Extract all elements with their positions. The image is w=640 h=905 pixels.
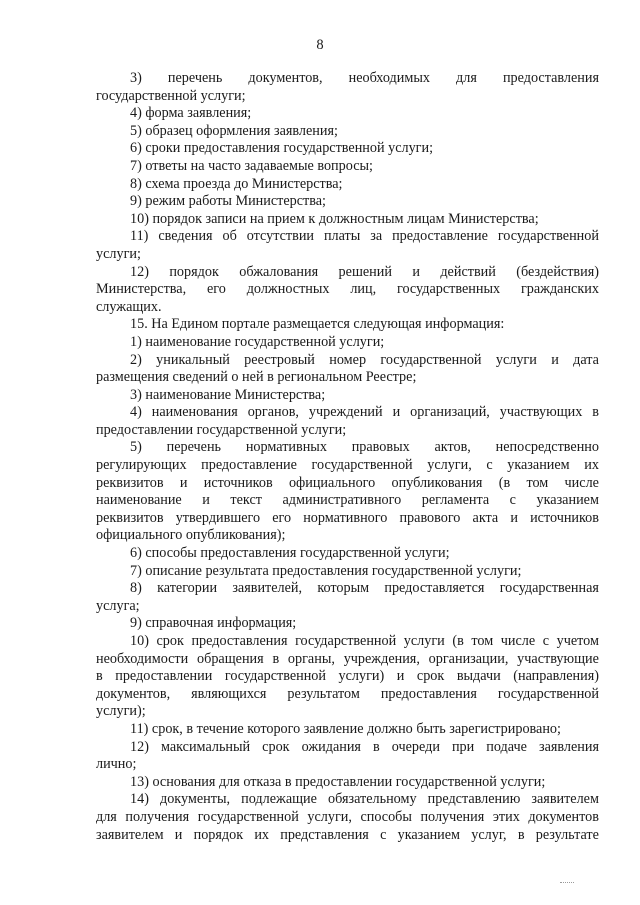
- word: в: [272, 650, 280, 667]
- word: числе: [564, 474, 599, 491]
- word: том: [526, 474, 549, 491]
- text-line: [96, 580, 599, 598]
- word: предоставления: [502, 70, 599, 86]
- text-line: 9) режим работы Министерства;: [130, 193, 326, 210]
- scan-artifact-mark: [560, 880, 574, 883]
- word: указанием: [507, 457, 570, 474]
- text-line: [96, 492, 599, 510]
- word: государственная: [499, 580, 599, 597]
- word: предоставления: [191, 633, 288, 649]
- word: его: [272, 509, 292, 526]
- word: подаче: [486, 738, 527, 755]
- text-line: [96, 475, 599, 493]
- word: с: [542, 633, 550, 649]
- word: организации,: [428, 650, 509, 667]
- word: и: [174, 826, 183, 843]
- word: этих: [492, 808, 520, 825]
- word: предоставлении: [115, 668, 213, 685]
- word: учетом: [556, 633, 599, 649]
- text-line: официального опубликования);: [96, 527, 286, 544]
- text-line: [96, 510, 599, 528]
- text-line: [96, 809, 599, 827]
- text-line: [96, 352, 599, 370]
- text-line: 15. На Едином портале размещается следующая информация:: [130, 316, 505, 333]
- word: отсутствии: [246, 228, 315, 245]
- word: заявителем: [531, 791, 599, 808]
- word: срок: [156, 633, 184, 649]
- text-line: 5) образец оформления заявления;: [130, 122, 338, 139]
- word: при: [451, 738, 475, 755]
- word: утвердившего: [175, 509, 261, 526]
- word: административного: [282, 492, 402, 509]
- word: 12): [130, 263, 149, 280]
- word: непосредственно: [495, 439, 599, 456]
- text-line: [96, 228, 599, 246]
- text-line: лично;: [96, 756, 137, 773]
- word: учреждения,: [343, 650, 420, 667]
- text-line: служащих.: [96, 298, 162, 315]
- word: органов,: [247, 404, 299, 421]
- word: услуги): [338, 668, 385, 685]
- word: (в: [452, 633, 464, 649]
- word: правовых: [351, 439, 410, 456]
- word: наименование: [96, 492, 182, 509]
- word: для: [456, 70, 477, 86]
- word: действий: [440, 263, 496, 280]
- word: услуги,: [307, 808, 352, 825]
- text-line: 11) срок, в течение которого заявление должно быть зарегистрировано;: [130, 720, 561, 737]
- word: гражданских: [520, 281, 599, 298]
- word: 11): [130, 228, 149, 245]
- text-line: [96, 651, 599, 669]
- word: их: [254, 826, 270, 843]
- word: результате: [535, 826, 599, 843]
- word: участвующих: [499, 404, 583, 421]
- word: представлению: [427, 791, 521, 808]
- word: числе: [500, 633, 536, 649]
- word: и: [396, 668, 405, 685]
- word: предоставляется: [384, 580, 485, 597]
- word: правового: [399, 509, 461, 526]
- word: дата: [573, 351, 599, 368]
- word: ожидания: [301, 738, 361, 755]
- word: которым: [317, 580, 370, 597]
- word: и: [510, 509, 518, 526]
- text-line: 4) форма заявления;: [130, 105, 252, 122]
- word: (бездействия): [516, 263, 599, 280]
- word: официального: [288, 474, 376, 491]
- word: категории: [157, 580, 218, 597]
- word: государственной: [311, 457, 413, 474]
- word: услуги,: [427, 457, 472, 474]
- word: источников: [203, 474, 273, 491]
- word: государственной: [197, 808, 299, 825]
- text-line: 3) наименование Министерства;: [130, 386, 326, 403]
- word: реквизитов: [96, 474, 164, 491]
- word: решений: [338, 263, 392, 280]
- word: способы: [360, 808, 412, 825]
- word: государственных: [397, 281, 501, 298]
- text-line: [96, 739, 599, 757]
- word: результатом: [287, 685, 360, 702]
- word: (направления): [513, 668, 599, 685]
- word: перечень: [166, 439, 222, 456]
- text-line: 6) способы предоставления государственной услуги;: [130, 545, 450, 562]
- word: организаций,: [410, 404, 490, 421]
- text-line: государственной услуги;: [96, 87, 246, 104]
- word: услуг,: [471, 826, 507, 843]
- word: акта: [472, 509, 499, 526]
- word: текст: [230, 492, 262, 509]
- word: наименования: [151, 404, 238, 421]
- text-line: предоставлении государственной услуги;: [96, 421, 347, 438]
- word: очереди: [391, 738, 440, 755]
- word: 14): [130, 791, 149, 808]
- word: документы,: [160, 791, 231, 808]
- word: порядок: [169, 263, 219, 280]
- word: срок: [416, 668, 445, 685]
- text-line: [96, 457, 599, 475]
- word: государственной: [497, 685, 599, 702]
- word: срок: [262, 738, 290, 755]
- text-line: услуга;: [96, 597, 140, 614]
- word: 2): [130, 351, 142, 368]
- word: нормативных: [245, 439, 327, 456]
- word: и: [179, 474, 188, 491]
- text-line: услуги;: [96, 245, 141, 262]
- word: получения: [125, 808, 190, 825]
- text-line: [96, 70, 599, 88]
- word: заявителем: [96, 826, 164, 843]
- word: платы: [323, 228, 361, 245]
- word: регламента: [421, 492, 490, 509]
- word: об: [222, 228, 237, 245]
- text-line: размещения сведений о ней в региональном Реестре;: [96, 369, 417, 386]
- word: заявителей,: [232, 580, 303, 597]
- text-line: [96, 439, 599, 457]
- word: государственной: [380, 351, 482, 368]
- word: предоставления: [380, 685, 477, 702]
- word: указанием: [397, 826, 461, 843]
- word: уникальный: [156, 351, 230, 368]
- word: (в: [498, 474, 511, 491]
- word: Министерства,: [96, 281, 187, 298]
- word: учреждений: [308, 404, 383, 421]
- word: актов,: [434, 439, 471, 456]
- text-line: 7) описание результата предоставления государственной услуги;: [130, 562, 522, 579]
- word: государственной: [497, 228, 599, 245]
- word: государственной: [295, 633, 397, 649]
- word: обжалования: [239, 263, 319, 280]
- word: опубликования: [391, 474, 483, 491]
- word: лиц,: [350, 281, 377, 298]
- word: обязательному: [328, 791, 417, 808]
- word: 8): [130, 580, 142, 597]
- word: их: [584, 457, 599, 474]
- word: порядок: [193, 826, 244, 843]
- word: для: [96, 808, 117, 825]
- word: предоставление: [201, 457, 297, 474]
- word: и: [392, 404, 401, 421]
- word: и: [202, 492, 210, 509]
- word: участвующие: [517, 650, 599, 667]
- word: нормативного: [303, 509, 388, 526]
- word: и: [551, 351, 559, 368]
- word: представления: [280, 826, 369, 843]
- word: документов,: [248, 70, 323, 86]
- text-line: [96, 281, 599, 299]
- word: и: [412, 263, 420, 280]
- word: услуги: [495, 351, 537, 368]
- text-line: [96, 686, 599, 704]
- text-line: 1) наименование государственной услуги;: [130, 333, 385, 350]
- word: органы,: [287, 650, 335, 667]
- text-line: [96, 633, 599, 651]
- word: его: [207, 281, 226, 298]
- word: подлежащие: [241, 791, 317, 808]
- word: в: [517, 826, 525, 843]
- word: выдачи: [456, 668, 501, 685]
- word: в: [96, 668, 103, 685]
- word: обращения: [197, 650, 264, 667]
- word: реквизитов: [96, 509, 164, 526]
- word: в: [592, 404, 599, 421]
- page-number: 8: [316, 37, 324, 53]
- word: документов,: [96, 685, 171, 702]
- word: 5): [130, 439, 142, 456]
- word: 4): [130, 404, 142, 421]
- text-line: [96, 668, 599, 686]
- text-line: 9) справочная информация;: [130, 615, 297, 632]
- word: 3): [130, 70, 142, 86]
- word: необходимости: [96, 650, 189, 667]
- word: с: [509, 492, 516, 509]
- word: должностных: [246, 281, 330, 298]
- word: предоставление: [392, 228, 488, 245]
- word: с: [486, 457, 493, 474]
- text-line: 6) сроки предоставления государственной услуги;: [130, 140, 434, 157]
- word: 12): [130, 738, 149, 755]
- word: указанием: [536, 492, 599, 509]
- word: за: [370, 228, 383, 245]
- word: документов: [528, 808, 599, 825]
- word: реестровый: [244, 351, 315, 368]
- text-line: [96, 404, 599, 422]
- word: 10): [130, 633, 149, 649]
- word: услуги: [403, 633, 445, 649]
- word: с: [380, 826, 387, 843]
- word: заявления: [538, 738, 599, 755]
- word: максимальный: [160, 738, 251, 755]
- word: номер: [329, 351, 367, 368]
- text-line: [96, 264, 599, 282]
- document-body: [96, 70, 599, 844]
- word: сведения: [158, 228, 213, 245]
- text-line: услуги);: [96, 703, 146, 720]
- text-line: 13) основания для отказа в предоставлении государственной услуги;: [130, 773, 546, 790]
- text-line: [96, 791, 599, 809]
- text-line: 10) порядок записи на прием к должностным лицам Министерства;: [130, 210, 539, 227]
- word: источников: [530, 509, 599, 526]
- word: являющихся: [191, 685, 267, 702]
- word: том: [471, 633, 494, 649]
- word: необходимых: [348, 70, 430, 86]
- text-line: [96, 827, 599, 845]
- word: государственной: [224, 668, 326, 685]
- word: перечень: [167, 70, 223, 86]
- word: в: [373, 738, 380, 755]
- word: получения: [420, 808, 485, 825]
- text-line: 7) ответы на часто задаваемые вопросы;: [130, 157, 373, 174]
- text-line: 8) схема проезда до Министерства;: [130, 175, 343, 192]
- word: регулирующих: [96, 457, 187, 474]
